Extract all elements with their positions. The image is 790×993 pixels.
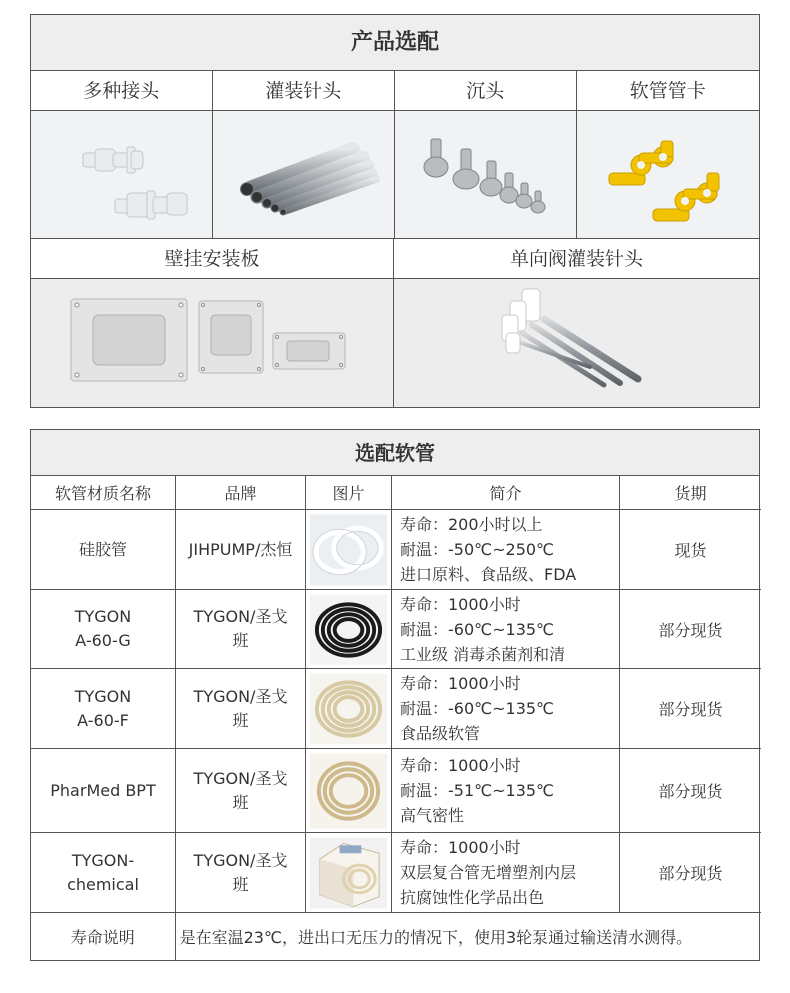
label-connectors: 多种接头 (31, 71, 213, 111)
tubing-grid (31, 476, 759, 913)
tubing-options-table (30, 429, 760, 961)
row4-description: 寿命：1000小时 耐温：-51℃~135℃ 高气密性 (392, 749, 620, 833)
row2-delivery: 部分现货 (620, 590, 761, 669)
header-delivery: 货期 (620, 476, 761, 510)
row5-brand: TYGON/圣戈 班 (176, 833, 306, 913)
filling-needles-image (213, 111, 396, 239)
row4-image (306, 749, 392, 833)
row1-image (306, 510, 392, 590)
options-label-row-2 (31, 239, 759, 279)
lifespan-note-label: 寿命说明 (31, 913, 176, 960)
header-description: 简介 (392, 476, 620, 510)
label-sinkers: 沉头 (395, 71, 577, 111)
tube-clamps-image (577, 111, 760, 239)
row3-description: 寿命：1000小时 耐温：-60℃~135℃ 食品级软管 (392, 669, 620, 749)
label-wall-mount-plate: 壁挂安装板 (31, 239, 394, 279)
label-tube-clamps: 软管管卡 (577, 71, 760, 111)
row5-delivery: 部分现货 (620, 833, 761, 913)
row5-image (306, 833, 392, 913)
row4-brand: TYGON/圣戈 班 (176, 749, 306, 833)
label-check-valve-needle: 单向阀灌装针头 (394, 239, 759, 279)
row4-delivery: 部分现货 (620, 749, 761, 833)
header-material-name: 软管材质名称 (31, 476, 176, 510)
row1-brand: JIHPUMP/杰恒 (176, 510, 306, 590)
row1-description: 寿命：200小时以上 耐温：-50℃~250℃ 进口原料、食品级、FDA (392, 510, 620, 590)
sinkers-image (395, 111, 577, 239)
wall-mount-plate-image (31, 279, 394, 407)
row5-name: TYGON- chemical (31, 833, 176, 913)
row2-name: TYGON A-60-G (31, 590, 176, 669)
row2-description: 寿命：1000小时 耐温：-60℃~135℃ 工业级 消毒杀菌剂和清 (392, 590, 620, 669)
row1-delivery: 现货 (620, 510, 761, 590)
lifespan-note-text: 是在室温23℃，进出口无压力的情况下，使用3轮泵通过输送清水测得。 (179, 928, 693, 947)
label-filling-needles: 灌装针头 (213, 71, 396, 111)
tubing-options-title: 选配软管 (31, 430, 759, 476)
options-label-row-1 (31, 71, 759, 111)
product-options-table (30, 14, 760, 408)
product-options-title: 产品选配 (31, 15, 759, 71)
row4-name: PharMed BPT (31, 749, 176, 833)
row3-image (306, 669, 392, 749)
row2-image (306, 590, 392, 669)
options-image-row-1 (31, 111, 759, 239)
row3-name: TYGON A-60-F (31, 669, 176, 749)
row3-brand: TYGON/圣戈 班 (176, 669, 306, 749)
header-image: 图片 (306, 476, 392, 510)
lifespan-note-row (31, 913, 759, 960)
row5-description: 寿命：1000小时 双层复合管无增塑剂内层 抗腐蚀性化学品出色 (392, 833, 620, 913)
header-brand: 品牌 (176, 476, 306, 510)
row1-name: 硅胶管 (31, 510, 176, 590)
options-image-row-2 (31, 279, 759, 407)
row3-delivery: 部分现货 (620, 669, 761, 749)
row2-brand: TYGON/圣戈 班 (176, 590, 306, 669)
connectors-image (31, 111, 213, 239)
check-valve-needle-image (394, 279, 759, 407)
